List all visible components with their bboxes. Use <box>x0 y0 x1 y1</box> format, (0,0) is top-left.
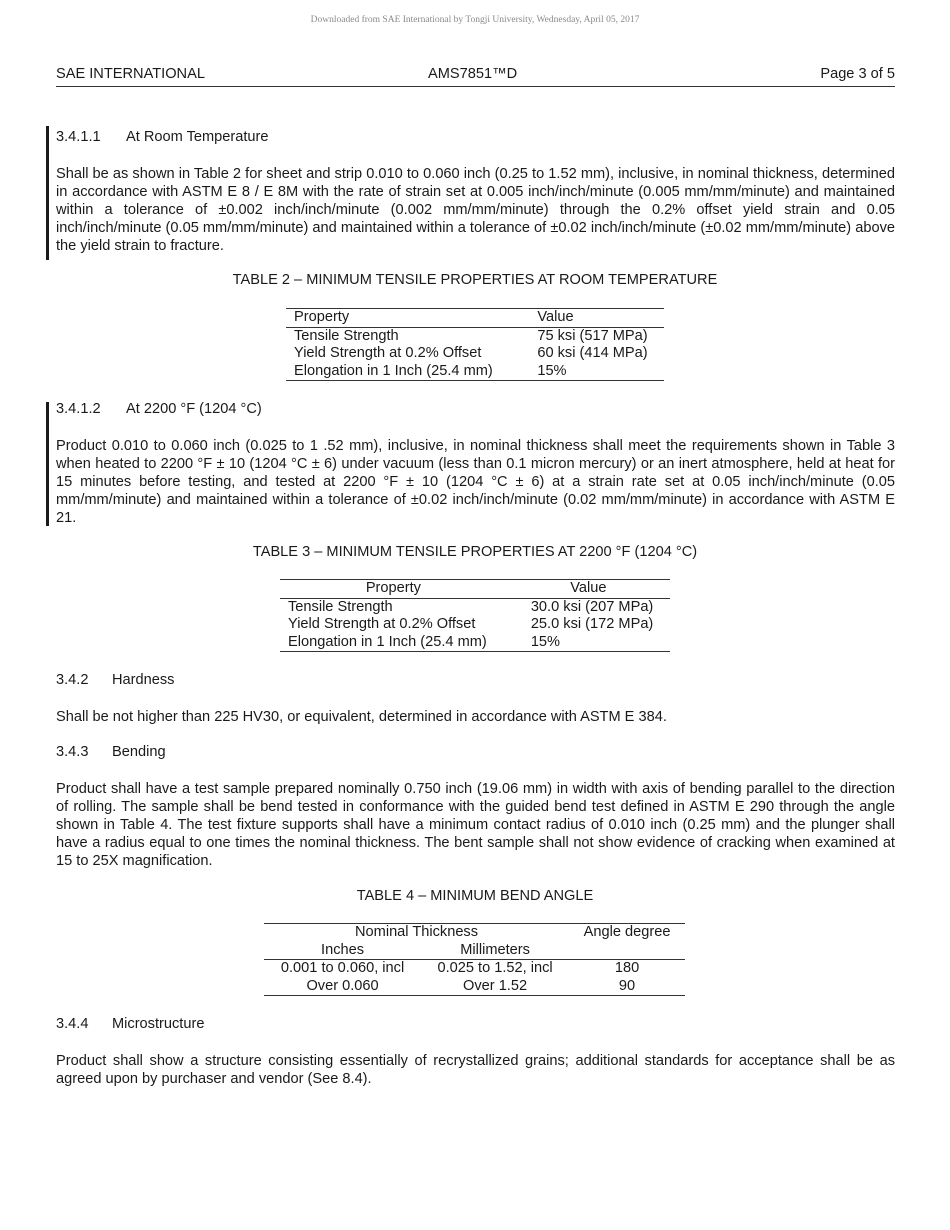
table-cell: Yield Strength at 0.2% Offset <box>288 616 476 632</box>
section-title: At 2200 °F (1204 °C) <box>126 401 262 417</box>
section-text-343: Product shall have a test sample prepared nominally 0.750 inch (19.06 mm) in width with axis of bending parallel to the direction of rolling. The sample shall be bend tested in conformance with the guided bend test defined in ASTM E 290 through the angle shown in Table 4. The test fixture supports shall have a minimum contact radius of 0.010 inch (0.25 mm) and the plunger shall have a radius equal to one times the nominal thickness. The bent sample shall not show evidence of cracking when examined at 15 to 25X magnification. <box>56 781 895 869</box>
table-cell: 15% <box>537 362 567 379</box>
table-cell: 90 <box>618 977 636 994</box>
table2-header-value: Value <box>513 309 664 328</box>
section-heading-342 <box>56 672 174 688</box>
section-number: 3.4.1.2 <box>56 401 101 417</box>
section-number: 3.4.3 <box>56 744 89 760</box>
section-text-3411: Shall be as shown in Table 2 for sheet and strip 0.010 to 0.060 inch (0.25 to 1.52 mm), inclusive, in nominal thickness, determined in accordance with ASTM E 8 / E 8M with the rate of strain set at 0.005 inch/inch/minute (0.005 mm/mm/minute) and maintained within a tolerance of ±0.002 inch/inch/minute (0.002 mm/mm/minute) through the 0.2% offset yield strain and 0.05 inch/inch/minute (0.05 mm/mm/minute) and maintained within a tolerance of ±0.02 inch/inch/minute (±0.02 mm/mm/minute) above the yield strain to fracture. <box>56 166 895 254</box>
section-text-342: Shall be not higher than 225 HV30, or equivalent, determined in accordance with ASTM E 384. <box>56 709 667 725</box>
table-row <box>280 616 670 634</box>
table-cell: Tensile Strength <box>294 327 399 344</box>
section-number: 3.4.2 <box>56 672 89 688</box>
section-text-344: Product shall show a structure consisting essentially of recrystallized grains; additional standards for acceptance shall be as agreed upon by purchaser and vendor (See 8.4). <box>56 1053 895 1087</box>
download-watermark: Downloaded from SAE International by Tongji University, Wednesday, April 05, 2017 <box>310 15 640 25</box>
table-cell: 75 ksi (517 MPa) <box>537 327 648 344</box>
table2-header-property: Property <box>286 309 513 328</box>
revision-bar-3411 <box>46 126 49 260</box>
section-text-3412: Product 0.010 to 0.060 inch (0.025 to 1 .52 mm), inclusive, in nominal thickness shall meet the requirements shown in Table 3 when heated to 2200 °F ± 10 (1204 °C ± 6) under vacuum (less than 0.1 micron mercury) or an inert atmosphere, held at heat for 15 minutes before testing, and tested at 2200 °F ± 10 (1204 °C ± 6) at a strain rate set at 0.05 inch/inch/minute (0.05 mm/mm/minute) and maintained within a tolerance of ±0.02 inch/inch/minute (0.02 mm/mm/minute) in accordance with ASTM E 21. <box>56 438 895 526</box>
table-row <box>264 978 685 996</box>
table-row <box>286 363 664 381</box>
header-org: SAE INTERNATIONAL <box>56 66 205 82</box>
section-title: Bending <box>112 744 166 760</box>
revision-bar-3412 <box>46 402 49 526</box>
table-row <box>280 598 670 616</box>
table4 <box>264 923 685 996</box>
table-cell: Elongation in 1 Inch (25.4 mm) <box>288 633 487 650</box>
table-cell: 0.025 to 1.52, incl <box>437 960 553 976</box>
table4-caption: TABLE 4 – MINIMUM BEND ANGLE <box>356 888 594 904</box>
header-page-number: Page 3 of 5 <box>820 66 895 82</box>
table-cell: 15% <box>530 633 561 650</box>
table-row <box>264 960 685 978</box>
table4-subheader-empty <box>569 942 685 960</box>
table4-group-header: Nominal Thickness <box>355 924 479 940</box>
table4-angle-header: Angle degree <box>583 924 671 940</box>
table-cell: 30.0 ksi (207 MPa) <box>530 598 654 615</box>
table3-caption: TABLE 3 – MINIMUM TENSILE PROPERTIES AT 2200 °F (1204 °C) <box>252 544 698 560</box>
table-cell: Tensile Strength <box>288 598 393 615</box>
table-row <box>280 634 670 652</box>
table-cell: Over 0.060 <box>306 977 379 994</box>
section-number: 3.4.1.1 <box>56 129 101 145</box>
section-heading-3412 <box>56 401 262 417</box>
table-cell: 0.001 to 0.060, incl <box>280 960 405 976</box>
table4-subheader-inches: Inches <box>264 942 421 960</box>
table-row <box>286 345 664 363</box>
section-title: Hardness <box>112 672 175 688</box>
table-cell: 60 ksi (414 MPa) <box>537 345 648 361</box>
table3-header-property: Property <box>280 580 507 599</box>
page-header <box>56 66 895 87</box>
table-cell: 180 <box>614 960 640 976</box>
table-cell: Over 1.52 <box>463 977 528 994</box>
table-cell: 25.0 ksi (172 MPa) <box>530 616 654 632</box>
section-title: At Room Temperature <box>126 129 269 145</box>
section-heading-344 <box>56 1016 204 1032</box>
table3-header-value: Value <box>507 580 670 599</box>
section-number: 3.4.4 <box>56 1016 89 1032</box>
header-doc-id: AMS7851™D <box>428 66 518 82</box>
section-heading-3411 <box>56 129 269 145</box>
table-row <box>286 327 664 345</box>
section-heading-343 <box>56 744 166 760</box>
section-title: Microstructure <box>112 1016 205 1032</box>
table4-subheader-mm: Millimeters <box>421 942 569 960</box>
table2-caption: TABLE 2 – MINIMUM TENSILE PROPERTIES AT ROOM TEMPERATURE <box>232 272 718 288</box>
table-cell: Elongation in 1 Inch (25.4 mm) <box>294 362 493 379</box>
table-cell: Yield Strength at 0.2% Offset <box>294 345 482 361</box>
table2 <box>286 308 664 381</box>
table3 <box>280 579 670 652</box>
